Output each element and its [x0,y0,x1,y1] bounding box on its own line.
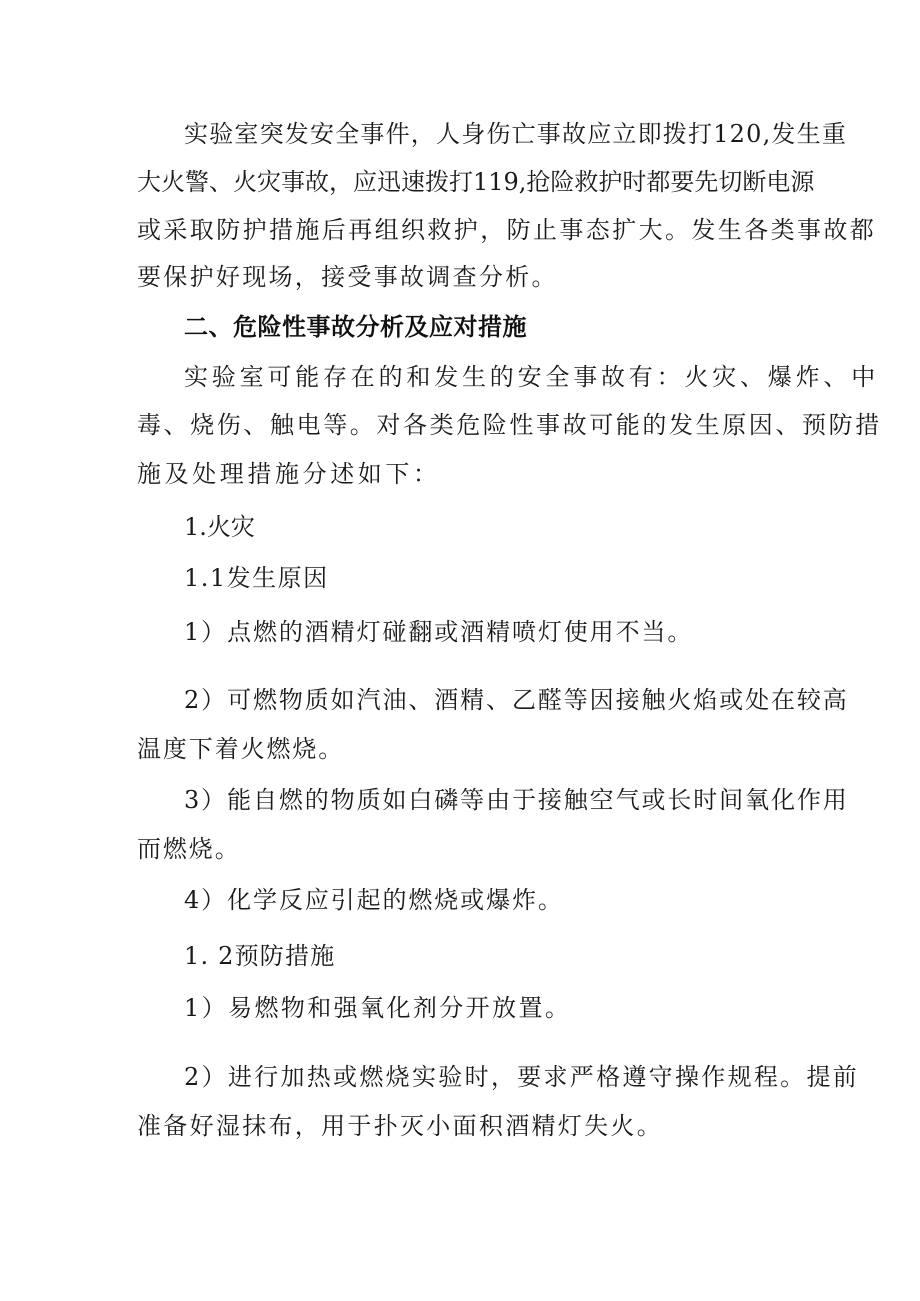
section-heading: 二、危险性事故分析及应对措施 [184,313,527,341]
list-item: 3）能自燃的物质如白磷等由于接触空气或长时间氧化作用 [184,786,849,814]
list-item: 1）易燃物和强氧化剂分开放置。 [184,994,572,1022]
list-item: 1）点燃的酒精灯碰翻或酒精喷灯使用不当。 [184,618,694,646]
paragraph-line: 施及处理措施分述如下： [137,460,441,488]
paragraph-line: 毒、烧伤、触电等。对各类危险性事故可能的发生原因、预防措 [137,411,882,439]
list-item-continuation: 准备好湿抹布，用于扑灭小面积酒精灯失火。 [137,1112,663,1140]
paragraph-line: 要保护好现场，接受事故调查分析。 [137,263,558,291]
list-item-continuation: 而燃烧。 [137,835,241,863]
paragraph-line: 实验室突发安全事件，人身伤亡事故应立即拨打120,发生重 [184,120,848,148]
list-item: 4）化学反应引起的燃烧或爆炸。 [184,886,564,914]
paragraph-line: 或采取防护措施后再组织救护，防止事态扩大。发生各类事故都 [137,216,877,244]
subsection-heading: 1.火灾 [184,513,255,541]
list-item: 2）可燃物质如汽油、酒精、乙醛等因接触火焰或处在较高 [184,686,849,714]
list-item: 2）进行加热或燃烧实验时，要求严格遵守操作规程。提前 [184,1063,860,1091]
list-item-continuation: 温度下着火燃烧。 [137,735,345,763]
subsection-heading: 1.1发生原因 [184,564,329,592]
paragraph-line: 大火警、火灾事故，应迅速拨打119,抢险救护时都要先切断电源 [137,168,815,196]
paragraph-line: 实验室可能存在的和发生的安全事故有：火灾、爆炸、中 [184,363,879,391]
subsection-heading: 1. 2预防措施 [184,942,336,970]
